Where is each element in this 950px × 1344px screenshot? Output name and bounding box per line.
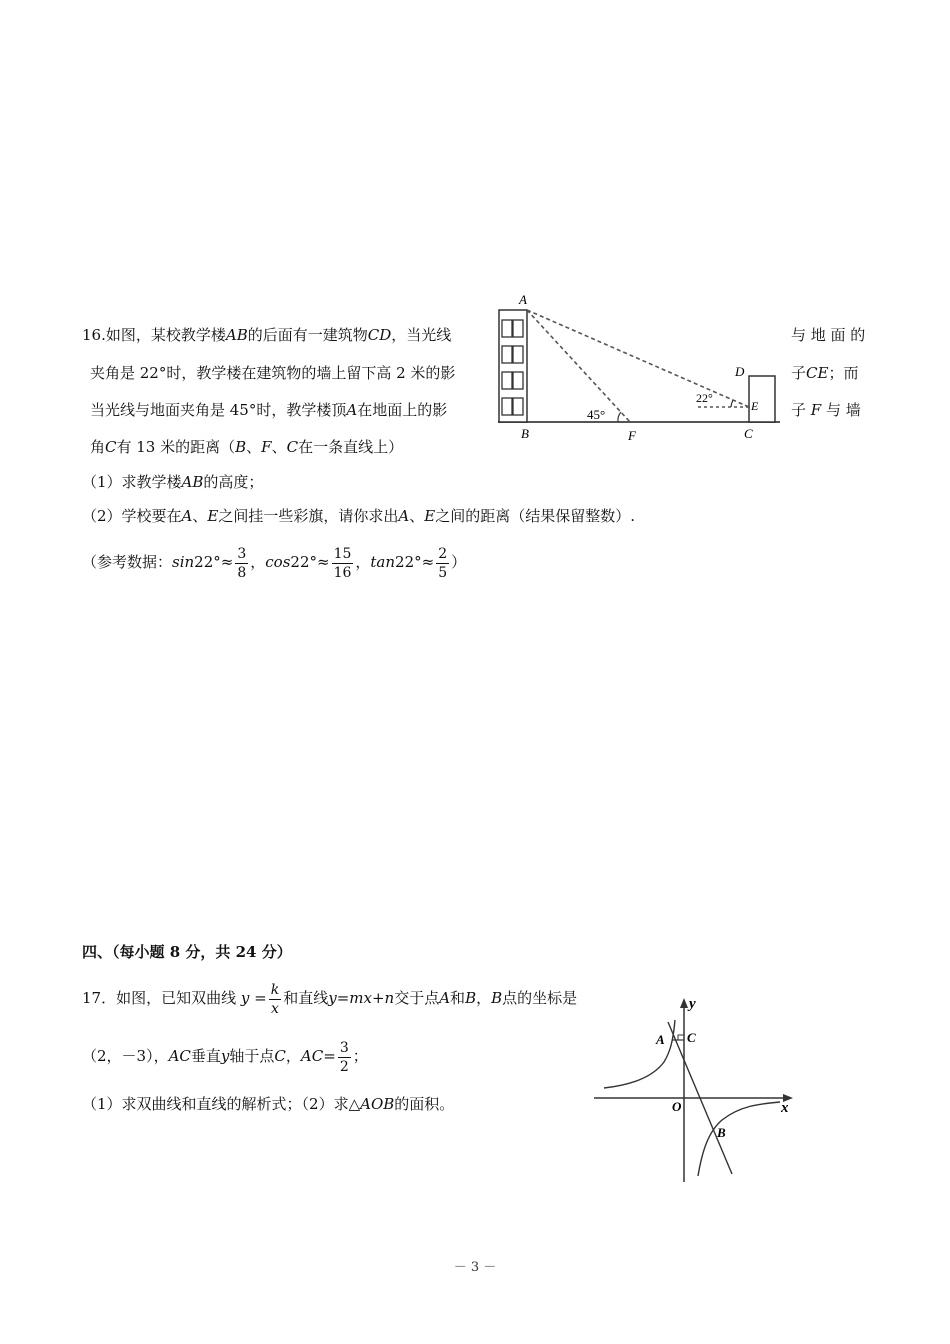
- hyperbola-right-branch: [698, 1102, 780, 1176]
- ray-a-to-e: [527, 310, 749, 407]
- label-a: A: [656, 1032, 665, 1047]
- cos-fraction: $\frac{15}{16}$: [333, 545, 352, 581]
- label-angle-45: 45°: [587, 407, 606, 422]
- k-over-x-fraction: $\frac{k}{x}$: [270, 981, 280, 1017]
- label-angle-22: 22°: [696, 391, 713, 405]
- sin-fraction: $\frac{3}{8}$: [237, 545, 247, 581]
- label-a: A: [519, 292, 527, 307]
- q16-sub2: （2）学校要在A、E之间挂一些彩旗，请你求出A、E之间的距离（结果保留整数）.: [82, 507, 635, 525]
- angle-22-arc: [731, 400, 733, 407]
- label-o: O: [672, 1099, 682, 1114]
- tan-fraction: $\frac{2}{5}$: [438, 545, 448, 581]
- q17-line2: （2，－3），AC垂直y轴于点C，AC= $\frac{3}{2}$ ；: [82, 1039, 368, 1075]
- y-axis-arrow: [680, 998, 688, 1008]
- q16-line4: 角C有 13 米的距离（B、F、C在一条直线上）: [90, 438, 404, 456]
- label-d: D: [735, 364, 745, 379]
- label-b: B: [717, 1125, 726, 1140]
- q16-reference-data: （参考数据：sin22°≈ $\frac{3}{8}$ ，cos22°≈ $\frac{15}{16}$ ，tan22°≈ $\frac{2}{5}$ ）: [82, 545, 467, 581]
- section4-heading: 四、（每小题 8 分，共 24 分）: [82, 943, 292, 961]
- label-b: B: [521, 426, 529, 441]
- q16-line1: 16.如图，某校教学楼AB的后面有一建筑物CD，当光线: [82, 326, 452, 344]
- label-c: C: [687, 1030, 696, 1045]
- label-c: C: [744, 426, 753, 441]
- right-angle-marker: [678, 1035, 684, 1040]
- q16-line3-right: 子 F 与 墙: [791, 401, 861, 419]
- angle-45-arc: [618, 412, 621, 422]
- q17-line3: （1）求双曲线和直线的解析式；（2）求△AOB的面积。: [82, 1095, 455, 1113]
- hyperbola-left-branch: [604, 1020, 675, 1088]
- q16-line2-right: 子CE；而: [791, 364, 859, 382]
- q16-line1-right: 与 地 面 的: [791, 326, 866, 344]
- q17-figure: [590, 992, 800, 1187]
- label-y: y: [689, 996, 696, 1012]
- q17-line1: 17．如图，已知双曲线 y = $\frac{k}{x}$ 和直线y=mx+n交于点A和B，B点的坐标是: [82, 981, 578, 1017]
- page-number: － 3 －: [453, 1260, 497, 1275]
- q16-figure: [490, 290, 790, 445]
- q16-line3: 当光线与地面夹角是 45°时，教学楼顶A在地面上的影: [90, 401, 448, 419]
- label-f: F: [628, 428, 636, 443]
- three-halves-fraction: $\frac{3}{2}$: [339, 1039, 349, 1075]
- label-e: E: [751, 399, 759, 413]
- label-x: x: [781, 1100, 789, 1116]
- q16-sub1: （1）求教学楼AB的高度；: [82, 473, 264, 491]
- ray-a-to-f: [527, 310, 630, 422]
- q16-line2: 夹角是 22°时，教学楼在建筑物的墙上留下高 2 米的影: [90, 364, 456, 382]
